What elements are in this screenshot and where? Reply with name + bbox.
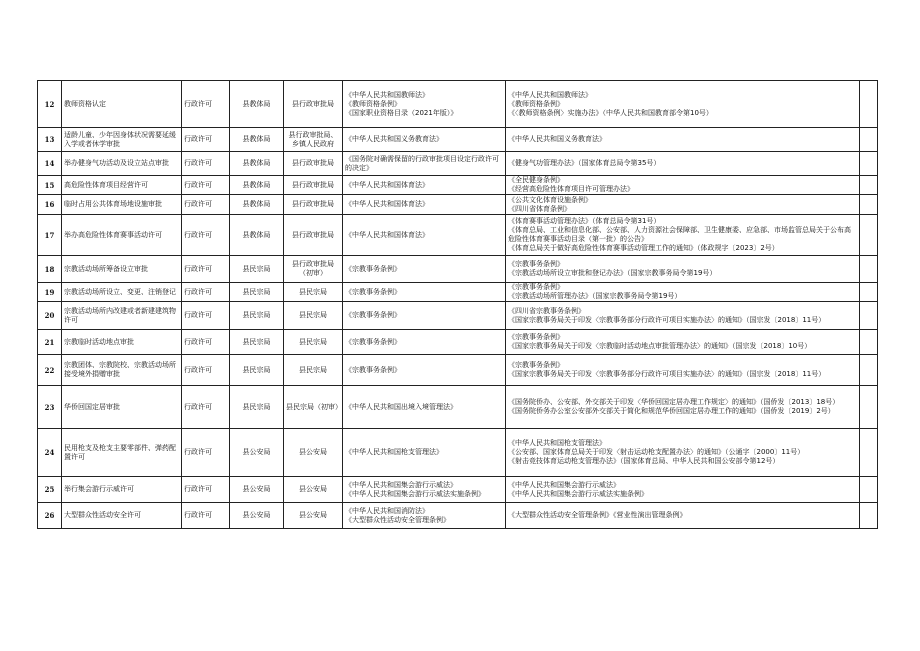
item-name-text: 适龄儿童、少年因身体状况需要延缓入学或者休学审批 [64, 130, 176, 148]
implementing-rules-line: 《国家宗教事务局关于印发〈宗教事务部分行政许可项目实施办法〉的通知》（国宗发〔2018〕11号） [508, 370, 826, 378]
item-type [182, 503, 230, 529]
item-name [62, 128, 182, 152]
implementing-body [284, 429, 343, 477]
remarks-cell [860, 355, 878, 386]
row-number [38, 355, 62, 386]
remarks-cell [860, 152, 878, 176]
implementing-rules [506, 503, 860, 529]
item-name [62, 302, 182, 330]
implementing-rules-line: 《国务院侨办、公安部、外交部关于印发〈华侨回国定居办理工作规定〉的通知》（国侨发〔2013〕18号） [508, 398, 840, 406]
legal-basis-line: 《国务院对确需保留的行政审批项目设定行政许可的决定》 [345, 154, 499, 172]
item-type [182, 330, 230, 355]
implementing-rules [506, 386, 860, 429]
table-row [38, 215, 878, 256]
remarks-cell [860, 283, 878, 302]
implementing-body-text: 县民宗局 [299, 311, 327, 319]
row-number-text: 13 [44, 135, 55, 144]
item-type [182, 302, 230, 330]
implementing-rules-line: 《宗教事务条例》 [508, 260, 564, 268]
row-number-text: 20 [44, 311, 55, 320]
table-row [38, 152, 878, 176]
responsible-dept-text: 县教体局 [242, 99, 271, 108]
table-row [38, 176, 878, 195]
row-number-text: 26 [44, 511, 55, 520]
responsible-dept-text: 县公安局 [242, 511, 271, 519]
implementing-body [284, 215, 343, 256]
implementing-rules-line: 《中华人民共和国集会游行示威法》 [508, 480, 620, 489]
row-number [38, 386, 62, 429]
item-name [62, 283, 182, 302]
legal-basis [343, 176, 506, 195]
legal-basis-line: 《教师资格条例》 [345, 99, 401, 108]
item-type-text: 行政许可 [184, 337, 212, 346]
item-name-text: 高危险性体育项目经营许可 [64, 180, 148, 189]
responsible-dept [230, 355, 284, 386]
legal-basis-line: 《宗教事务条例》 [345, 264, 401, 273]
item-name-text: 宗教活动场所设立、变更、注销登记 [64, 287, 176, 296]
row-number [38, 128, 62, 152]
item-name-text: 华侨回国定居审批 [64, 402, 120, 411]
row-number-text: 12 [44, 99, 55, 109]
legal-basis-line: 《中华人民共和国体育法》 [345, 200, 429, 208]
implementing-rules-line: 《体育总局、工业和信息化部、公安部、人力资源社会保障部、卫生健康委、应急部、市场监管总局关于公布高危险性体育赛事活动目录（第一批）的公告》 [508, 226, 851, 243]
item-type-text: 行政许可 [184, 311, 212, 319]
table-row [38, 128, 878, 152]
responsible-dept-text: 县民宗局 [242, 365, 271, 374]
responsible-dept [230, 330, 284, 355]
table-row [38, 283, 878, 302]
responsible-dept-text: 县教体局 [242, 159, 271, 167]
implementing-rules [506, 215, 860, 256]
implementing-body [284, 195, 343, 215]
implementing-rules-line: 《国家宗教事务局关于印发〈宗教事务部分行政许可项目实施办法〉的通知》（国宗发〔2018〕11号） [508, 315, 826, 324]
table-row [38, 477, 878, 503]
remarks-cell [860, 386, 878, 429]
implementing-rules-line: 《教师资格条例》 [508, 99, 564, 108]
row-number-text: 14 [44, 159, 55, 168]
item-type-text: 行政许可 [184, 287, 212, 296]
item-type-text: 行政许可 [184, 135, 212, 143]
row-number [38, 283, 62, 302]
implementing-rules-line: 《公共文化体育设施条例》 [508, 195, 592, 204]
responsible-dept [230, 503, 284, 529]
implementing-rules [506, 302, 860, 330]
responsible-dept-text: 县教体局 [242, 135, 271, 143]
implementing-rules-line: 《全民健身条例》 [508, 176, 564, 184]
table-row [38, 302, 878, 330]
row-number-text: 21 [44, 337, 55, 347]
responsible-dept [230, 128, 284, 152]
row-number-text: 16 [44, 200, 55, 209]
remarks-cell [860, 176, 878, 195]
item-name-text: 举行集会游行示威许可 [64, 485, 134, 493]
responsible-dept [230, 477, 284, 503]
remarks-cell [860, 429, 878, 477]
responsible-dept-text: 县民宗局 [242, 311, 271, 319]
legal-basis [343, 330, 506, 355]
implementing-rules-line: 《经营高危险性体育项目许可管理办法》 [508, 185, 634, 193]
row-number [38, 195, 62, 215]
legal-basis-line: 《中华人民共和国集会游行示威法》 [345, 480, 457, 489]
implementing-body-text: 县行政审批局 [292, 159, 334, 167]
implementing-rules [506, 81, 860, 128]
row-number-text: 15 [44, 180, 55, 190]
legal-basis [343, 386, 506, 429]
item-type [182, 477, 230, 503]
implementing-rules-line: 《中华人民共和国教师法》 [508, 90, 592, 99]
item-name [62, 195, 182, 215]
item-name-text: 举办健身气功活动及设立站点审批 [64, 159, 169, 167]
remarks-cell [860, 215, 878, 256]
implementing-rules-line: 《宗教事务条例》 [508, 333, 564, 341]
implementing-body [284, 503, 343, 529]
legal-basis [343, 215, 506, 256]
responsible-dept [230, 152, 284, 176]
legal-basis [343, 81, 506, 128]
item-type [182, 283, 230, 302]
item-type [182, 152, 230, 176]
implementing-rules [506, 256, 860, 283]
legal-basis-line: 《中华人民共和国体育法》 [345, 180, 429, 189]
implementing-body [284, 152, 343, 176]
responsible-dept [230, 215, 284, 256]
table-row [38, 503, 878, 529]
implementing-rules [506, 355, 860, 386]
item-type [182, 256, 230, 283]
row-number-text: 23 [44, 402, 55, 412]
implementing-body [284, 330, 343, 355]
legal-basis-line: 《宗教事务条例》 [345, 287, 401, 296]
legal-basis-line: 《中华人民共和国枪支管理法》 [345, 448, 443, 456]
item-name-text: 宗教临时活动地点审批 [64, 337, 134, 346]
implementing-rules-line: 《体育总局关于做好高危险性体育赛事活动管理工作的通知》（体政规字〔2023〕2号） [508, 244, 779, 252]
legal-basis-line: 《中华人民共和国消防法》 [345, 506, 429, 515]
legal-basis [343, 128, 506, 152]
table-row [38, 330, 878, 355]
implementing-rules-line: 《四川省宗教事务条例》 [508, 306, 585, 315]
item-name [62, 477, 182, 503]
implementing-rules-line: 《国家宗教事务局关于印发〈宗教临时活动地点审批管理办法〉的通知》（国宗发〔2018〕10号） [508, 342, 812, 350]
implementing-rules [506, 330, 860, 355]
item-name [62, 429, 182, 477]
implementing-rules-line: 《宗教活动场所设立审批和登记办法》（国家宗教事务局令第19号） [508, 269, 717, 277]
item-type [182, 215, 230, 256]
item-name [62, 81, 182, 128]
implementing-rules-line: 《国务院侨务办公室公安部外交部关于简化和规范华侨回国定居办理工作的通知》（国侨发〔2019〕2号） [508, 407, 835, 415]
row-number [38, 256, 62, 283]
implementing-body [284, 386, 343, 429]
item-type [182, 128, 230, 152]
legal-basis [343, 195, 506, 215]
implementing-rules [506, 152, 860, 176]
responsible-dept [230, 429, 284, 477]
table-row [38, 386, 878, 429]
row-number [38, 503, 62, 529]
item-type-text: 行政许可 [184, 365, 212, 374]
row-number-text: 22 [44, 365, 55, 375]
item-name [62, 355, 182, 386]
legal-basis-line: 《大型群众性活动安全管理条例》 [345, 515, 450, 524]
implementing-body-text: 县行政审批局 [292, 180, 334, 189]
legal-basis [343, 256, 506, 283]
item-type [182, 355, 230, 386]
item-type-text: 行政许可 [184, 448, 212, 456]
item-name [62, 256, 182, 283]
item-name [62, 503, 182, 529]
item-name-text: 宗教活动场所筹备设立审批 [64, 264, 148, 273]
implementing-body-text: 县民宗局 [299, 337, 327, 346]
item-type-text: 行政许可 [184, 180, 212, 189]
implementing-body-text: 县民宗局 [299, 287, 327, 296]
remarks-cell [860, 81, 878, 128]
implementing-body-text: 县公安局 [299, 511, 327, 519]
row-number [38, 429, 62, 477]
remarks-cell [860, 302, 878, 330]
responsible-dept-text: 县民宗局 [242, 337, 271, 346]
row-number [38, 477, 62, 503]
row-number [38, 302, 62, 330]
implementing-rules-line: 《宗教活动场所管理办法》（国家宗教事务局令第19号） [508, 292, 682, 300]
responsible-dept-text: 县教体局 [242, 230, 271, 239]
item-name [62, 386, 182, 429]
responsible-dept-text: 县教体局 [242, 180, 271, 189]
item-type-text: 行政许可 [184, 99, 212, 108]
legal-basis [343, 477, 506, 503]
legal-basis [343, 302, 506, 330]
implementing-body-text: 县行政审批局 [292, 230, 334, 239]
item-type-text: 行政许可 [184, 264, 212, 273]
implementing-body [284, 302, 343, 330]
responsible-dept-text: 县公安局 [242, 448, 271, 456]
legal-basis-line: 《中华人民共和国集会游行示威法实施条例》 [345, 489, 485, 498]
table-row [38, 195, 878, 215]
implementing-rules [506, 429, 860, 477]
item-type [182, 429, 230, 477]
implementing-body [284, 176, 343, 195]
row-number [38, 152, 62, 176]
implementing-body-text: 县公安局 [299, 485, 327, 493]
remarks-cell [860, 256, 878, 283]
row-number-text: 19 [44, 287, 55, 297]
item-name-text: 宗教团体、宗教院校、宗教活动场所接受境外捐赠审批 [64, 361, 176, 378]
row-number-text: 17 [44, 230, 55, 240]
item-type [182, 386, 230, 429]
implementing-body [284, 81, 343, 128]
item-type [182, 195, 230, 215]
item-type-text: 行政许可 [184, 230, 212, 239]
row-number [38, 330, 62, 355]
implementing-body [284, 128, 343, 152]
table-row [38, 256, 878, 283]
responsible-dept [230, 283, 284, 302]
remarks-cell [860, 477, 878, 503]
row-number [38, 81, 62, 128]
implementing-rules-line: 《公安部、国家体育总局关于印发〈射击运动枪支配置办法〉的通知》（公通字〔2000〕11号） [508, 448, 805, 456]
item-name-text: 民用枪支及枪支主要零部件、弹药配置许可 [64, 443, 176, 461]
item-type [182, 81, 230, 128]
item-type-text: 行政许可 [184, 485, 212, 493]
legal-basis-line: 《中华人民共和国义务教育法》 [345, 135, 443, 143]
implementing-rules-line: 《中华人民共和国集会游行示威法实施条例》 [508, 489, 648, 498]
responsible-dept-text: 县民宗局 [242, 287, 271, 296]
implementing-rules [506, 128, 860, 152]
responsible-dept [230, 81, 284, 128]
table-row [38, 81, 878, 128]
item-type-text: 行政许可 [184, 159, 212, 167]
implementing-rules [506, 477, 860, 503]
legal-basis [343, 152, 506, 176]
item-name-text: 宗教活动场所内改建或者新建建筑物许可 [64, 306, 176, 324]
responsible-dept [230, 195, 284, 215]
item-name-text: 临时占用公共体育场地设施审批 [64, 200, 162, 208]
remarks-cell [860, 195, 878, 215]
legal-basis-line: 《中华人民共和国教师法》 [345, 90, 429, 99]
legal-basis [343, 429, 506, 477]
item-name-text: 大型群众性活动安全许可 [64, 511, 141, 519]
legal-basis-line: 《国家职业资格目录（2021年版）》 [345, 108, 458, 117]
item-type-text: 行政许可 [184, 402, 212, 411]
legal-basis-line: 《宗教事务条例》 [345, 311, 401, 319]
remarks-cell [860, 330, 878, 355]
implementing-rules-line: 《射击竞技体育运动枪支管理办法》（国家体育总局、中华人民共和国公安部令第12号） [508, 457, 780, 465]
row-number-text: 25 [44, 485, 55, 494]
implementing-rules-line: 《宗教事务条例》 [508, 283, 564, 291]
item-name-text: 教师资格认定 [64, 99, 106, 108]
item-name [62, 176, 182, 195]
responsible-dept [230, 302, 284, 330]
implementing-rules-line: 《体育赛事活动管理办法》（体育总局令第31号） [508, 217, 661, 225]
implementing-body-text: 县民宗局（初审） [286, 402, 342, 411]
item-name [62, 152, 182, 176]
responsible-dept-text: 县公安局 [242, 485, 271, 493]
implementing-body-text: 县公安局 [299, 448, 327, 456]
row-number-text: 24 [44, 448, 55, 457]
implementing-rules [506, 283, 860, 302]
item-name [62, 215, 182, 256]
implementing-rules-line: 《宗教事务条例》 [508, 361, 564, 369]
implementing-body-text: 县行政审批局、乡镇人民政府 [288, 130, 338, 148]
legal-basis-line: 《宗教事务条例》 [345, 365, 401, 374]
implementing-body-text: 县行政审批局 [292, 200, 334, 208]
responsible-dept [230, 256, 284, 283]
remarks-cell [860, 128, 878, 152]
implementing-rules-line: 《四川省体育条例》 [508, 204, 571, 213]
implementing-body-text: 县民宗局 [299, 365, 327, 374]
implementing-rules [506, 195, 860, 215]
permit-table [37, 80, 878, 529]
legal-basis [343, 283, 506, 302]
implementing-body [284, 477, 343, 503]
implementing-body-text: 县行政审批局（初审） [292, 260, 334, 277]
implementing-rules-line: 《中华人民共和国枪支管理法》 [508, 439, 606, 447]
table-row [38, 355, 878, 386]
item-name [62, 330, 182, 355]
responsible-dept-text: 县教体局 [242, 200, 271, 208]
implementing-rules [506, 176, 860, 195]
row-number [38, 176, 62, 195]
legal-basis-line: 《中华人民共和国出境入境管理法》 [345, 402, 457, 411]
item-type [182, 176, 230, 195]
row-number-text: 18 [44, 264, 55, 274]
legal-basis [343, 503, 506, 529]
responsible-dept-text: 县民宗局 [242, 264, 271, 273]
legal-basis-line: 《中华人民共和国体育法》 [345, 230, 429, 239]
remarks-cell [860, 503, 878, 529]
legal-basis-line: 《宗教事务条例》 [345, 337, 401, 346]
responsible-dept-text: 县民宗局 [242, 402, 271, 411]
item-type-text: 行政许可 [184, 511, 212, 519]
responsible-dept [230, 386, 284, 429]
responsible-dept [230, 176, 284, 195]
implementing-rules-line: 《中华人民共和国义务教育法》 [508, 135, 606, 143]
implementing-rules-line: 《大型群众性活动安全管理条例》《营业性演出管理条例》 [508, 511, 687, 519]
implementing-body [284, 355, 343, 386]
implementing-body-text: 县行政审批局 [292, 99, 334, 108]
implementing-body [284, 256, 343, 283]
legal-basis [343, 355, 506, 386]
table-row [38, 429, 878, 477]
implementing-rules-line: 《健身气功管理办法》（国家体育总局令第35号） [508, 159, 661, 167]
implementing-body [284, 283, 343, 302]
item-type-text: 行政许可 [184, 200, 212, 208]
implementing-rules-line: 《〈教师资格条例〉实施办法》（中华人民共和国教育部令第10号） [508, 108, 713, 117]
row-number [38, 215, 62, 256]
item-name-text: 举办高危险性体育赛事活动许可 [64, 230, 162, 239]
